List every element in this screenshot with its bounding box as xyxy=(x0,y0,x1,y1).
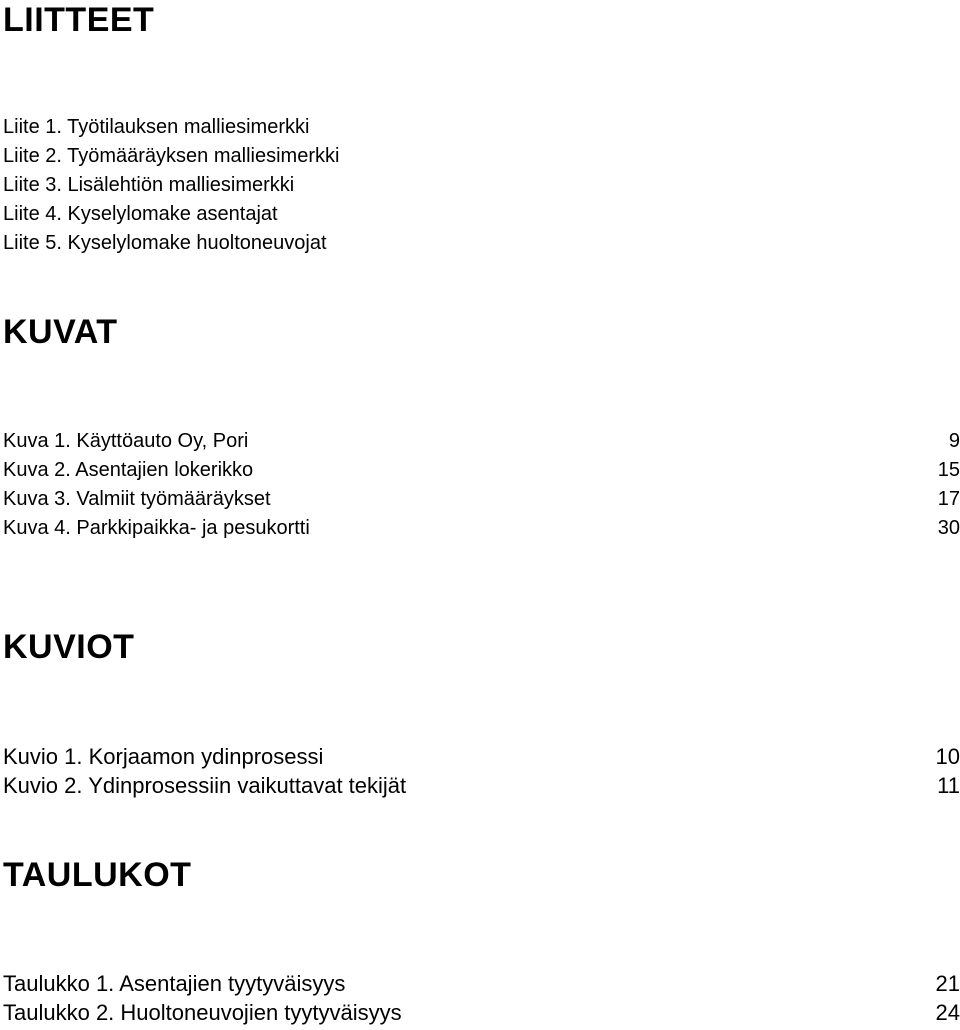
page-number: 30 xyxy=(937,517,960,539)
page-number: 10 xyxy=(935,744,960,769)
item-label: Kuvio 2. Ydinprosessiin vaikuttavat tekijät xyxy=(3,773,407,798)
tables-list xyxy=(3,969,960,1027)
pictures-list xyxy=(3,427,960,543)
item-label: Taulukko 2. Huoltoneuvojien tyytyväisyys xyxy=(3,1000,402,1025)
list-item: Liite 1. Työtilauksen malliesimerkki xyxy=(3,116,310,138)
page-number: 9 xyxy=(948,430,960,452)
tables-heading: TAULUKOT xyxy=(3,856,192,894)
item-label: Kuva 4. Parkkipaikka- ja pesukortti xyxy=(3,517,310,539)
list-item xyxy=(3,427,960,456)
item-label: Kuva 1. Käyttöauto Oy, Pori xyxy=(3,430,249,452)
list-item: Liite 4. Kyselylomake asentajat xyxy=(3,203,278,225)
appendices-heading: LIITTEET xyxy=(3,1,155,39)
item-label: Taulukko 1. Asentajien tyytyväisyys xyxy=(3,971,346,996)
page-number: 24 xyxy=(935,1000,960,1025)
list-item xyxy=(3,742,960,771)
list-item: Liite 3. Lisälehtiön malliesimerkki xyxy=(3,174,295,196)
list-item: Liite 2. Työmääräyksen malliesimerkki xyxy=(3,145,340,167)
list-item: Liite 5. Kyselylomake huoltoneuvojat xyxy=(3,232,327,254)
list-item xyxy=(3,771,960,800)
figures-heading: KUVIOT xyxy=(3,628,135,666)
item-label: Kuvio 1. Korjaamon ydinprosessi xyxy=(3,744,324,769)
pictures-heading: KUVAT xyxy=(3,313,118,351)
list-item xyxy=(3,969,960,998)
item-label: Kuva 2. Asentajien lokerikko xyxy=(3,459,254,481)
list-item xyxy=(3,514,960,543)
page-number: 11 xyxy=(937,773,960,798)
item-label: Kuva 3. Valmiit työmääräykset xyxy=(3,488,271,510)
page-number: 15 xyxy=(937,459,960,481)
list-item xyxy=(3,998,960,1027)
appendices-list xyxy=(3,113,960,258)
page-number: 17 xyxy=(937,488,960,510)
page-number: 21 xyxy=(935,971,960,996)
list-item xyxy=(3,456,960,485)
figures-list xyxy=(3,742,960,800)
list-item xyxy=(3,485,960,514)
